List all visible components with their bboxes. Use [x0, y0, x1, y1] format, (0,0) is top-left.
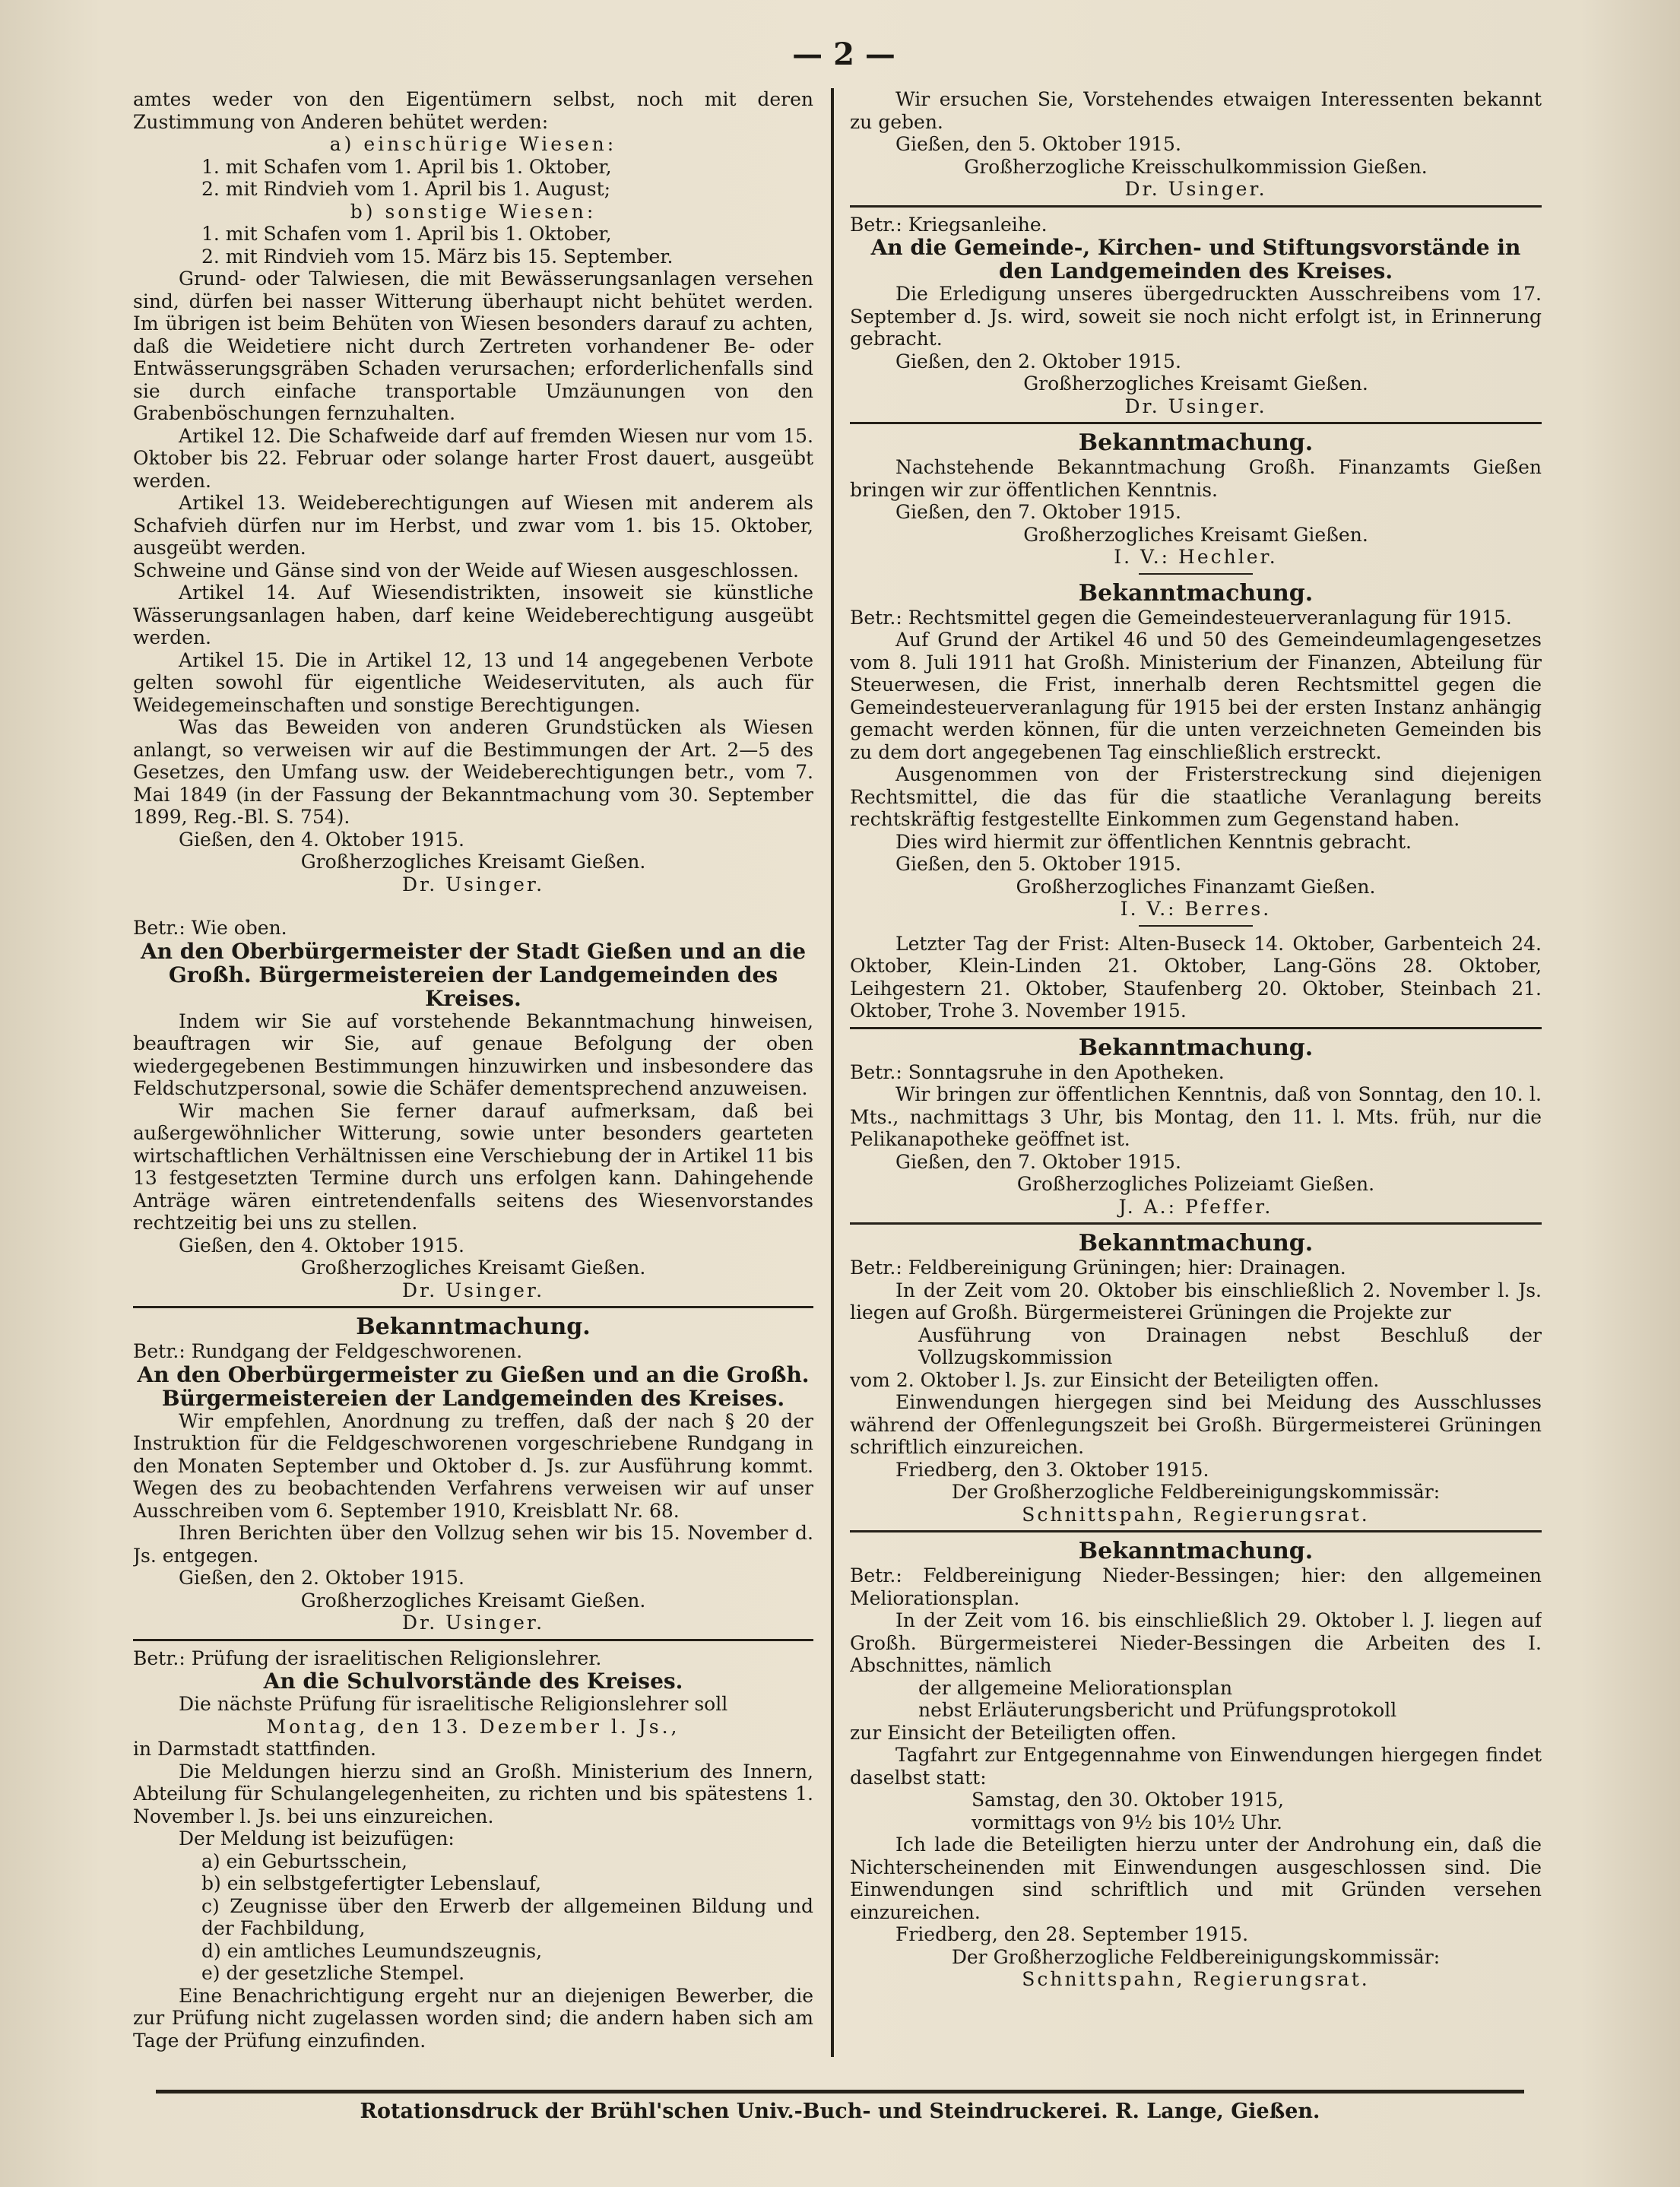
divider — [133, 1639, 813, 1641]
office-line: Großherzogliche Kreisschulkommission Gießen. — [964, 155, 1428, 178]
paragraph: Artikel 13. Weideberechtigungen auf Wiesen mit anderem als Schafvieh dürfen nur im Herbst, und zwar vom 1. bis 15. Oktober, ausgeübt werden. — [133, 492, 813, 559]
office-line: Großherzogliches Kreisamt Gießen. — [1023, 523, 1368, 546]
divider — [850, 422, 1542, 424]
office-line: Großherzogliches Kreisamt Gießen. — [1023, 372, 1368, 395]
signature-name: Dr. Usinger. — [1124, 178, 1267, 200]
list-heading: a) einschürige Wiesen: — [329, 133, 617, 155]
betreff-line: Betr.: Kriegsanleihe. — [850, 213, 1048, 236]
date-line: Gießen, den 2. Oktober 1915. — [895, 350, 1181, 372]
left-column — [133, 88, 813, 2052]
list-item: e) der gesetzliche Stempel. — [201, 1962, 465, 1984]
betreff-line: Betr.: Rundgang der Feldgeschworenen. — [133, 1340, 523, 1362]
paragraph: Eine Benachrichtigung ergeht nur an diejenigen Bewerber, die zur Prüfung nicht zugelassen worden sind; die andern haben sich am Tage der Prüfung einzufinden. — [133, 1984, 813, 2052]
paragraph: der allgemeine Meliorationsplan — [918, 1676, 1233, 1699]
list-item: 1. mit Schafen vom 1. April bis 1. Oktober, — [201, 223, 612, 245]
betreff-line: Betr.: Prüfung der israelitischen Religionslehrer. — [133, 1647, 602, 1669]
address-heading: An die Gemeinde-, Kirchen- und Stiftungsvorstände in den Landgemeinden des Kreises. — [870, 235, 1521, 284]
divider — [850, 205, 1542, 208]
paragraph: Wir empfehlen, Anordnung zu treffen, daß der nach § 20 der Instruktion für die Feldgeschworenen vorgeschriebene Rundgang in den Monaten September und Oktober d. Js. zur Ausführung kommt. Wegen des zu beobachtenden Verfahrens verweisen wir auf unser Ausschreiben vom 6. September 1910, Kreisblatt Nr. 68. — [133, 1409, 813, 1522]
divider — [850, 1530, 1542, 1532]
paragraph: Einwendungen hiergegen sind bei Meidung des Ausschlusses während der Offenlegungszeit bei Großh. Bürgermeisterei Grüningen schriftlich einzureichen. — [850, 1391, 1542, 1458]
signature-name: Schnittspahn, Regierungsrat. — [1022, 1968, 1370, 1990]
signature-name: J. A.: Pfeffer. — [1118, 1195, 1273, 1218]
divider — [133, 1306, 813, 1308]
betreff-line: Betr.: Sonntagsruhe in den Apotheken. — [850, 1060, 1225, 1083]
paragraph: Artikel 14. Auf Wiesendistrikten, insoweit sie künstliche Wässerungsanlagen haben, darf keine Weideberechtigung ausgeübt werden. — [133, 582, 813, 648]
signature-name: Dr. Usinger. — [401, 873, 545, 895]
signature-name: I. V.: Hechler. — [1114, 546, 1278, 568]
paragraph: In der Zeit vom 16. bis einschließlich 29. Oktober l. J. liegen auf Großh. Bürgermeisterei Nieder-Bessingen die Arbeiten des I. Abschnittes, nämlich — [850, 1609, 1542, 1676]
divider — [850, 1027, 1542, 1029]
paragraph: Ausgenommen von der Fristerstreckung sind diejenigen Rechtsmittel, die das für die staatliche Veranlagung bereits rechtskräftig festgestellte Einkommen zum Gegenstand haben. — [850, 763, 1542, 830]
page-number: — 2 — — [792, 36, 895, 72]
paragraph: Ihren Berichten über den Vollzug sehen wir bis 15. November d. Js. entgegen. — [133, 1522, 813, 1567]
paragraph: Tagfahrt zur Entgegennahme von Einwendungen hiergegen findet daselbst statt: — [850, 1744, 1542, 1789]
paragraph: Was das Beweiden von anderen Grundstücken als Wiesen anlangt, so verweisen wir auf die Bestimmungen der Art. 2—5 des Gesetzes, den Umfang usw. der Weideberechtigungen betr., vom 7. Mai 1849 (in der Fassung der Bekanntmachung vom 30. September 1899, Reg.-Bl. S. 754). — [133, 716, 813, 828]
betreff-line: Betr.: Feldbereinigung Nieder-Bessingen; hier: den allgemeinen Meliorationsplan. — [850, 1564, 1542, 1609]
notice-title: Bekanntmachung. — [1078, 429, 1314, 456]
date-line: Friedberg, den 3. Oktober 1915. — [895, 1458, 1209, 1481]
paragraph: Die nächste Prüfung für israelitische Religionslehrer soll — [179, 1693, 728, 1715]
paragraph: Ausführung von Drainagen nebst Beschluß der Vollzugskommission — [918, 1323, 1542, 1368]
date-line: Gießen, den 5. Oktober 1915. — [895, 133, 1181, 155]
list-item: c) Zeugnisse über den Erwerb der allgemeinen Bildung und der Fachbildung, — [201, 1894, 813, 1939]
paragraph: Wir ersuchen Sie, Vorstehendes etwaigen Interessenten bekannt zu geben. — [850, 88, 1542, 133]
paragraph: Schweine und Gänse sind von der Weide auf Wiesen ausgeschlossen. — [133, 559, 799, 582]
notice-title: Bekanntmachung. — [356, 1314, 591, 1340]
paragraph: nebst Erläuterungsbericht und Prüfungsprotokoll — [918, 1699, 1397, 1721]
paragraph: in Darmstadt stattfinden. — [133, 1738, 376, 1760]
divider — [1139, 573, 1253, 575]
paragraph: Die Erledigung unseres übergedruckten Ausschreibens vom 17. September d. Js. wird, soweit sie noch nicht erfolgt ist, in Erinnerung gebracht. — [850, 283, 1542, 350]
column-divider — [831, 88, 834, 2057]
signature-name: Schnittspahn, Regierungsrat. — [1022, 1503, 1370, 1526]
betreff-line: Betr.: Wie oben. — [133, 917, 287, 939]
date-line: Gießen, den 7. Oktober 1915. — [895, 501, 1181, 523]
notice-title: Bekanntmachung. — [1078, 1034, 1314, 1061]
notice-title: Bekanntmachung. — [1078, 1538, 1314, 1564]
list-heading: b) sonstige Wiesen: — [350, 200, 597, 223]
spacer — [133, 895, 813, 917]
paragraph: Grund- oder Talwiesen, die mit Bewässerungsanlagen versehen sind, dürfen bei nasser Witterung überhaupt nicht behütet werden. Im übrigen ist beim Behüten von Wiesen besonders darauf zu achten, daß die Weidetiere nicht durch Zertreten vorhandener Be- oder Entwässerungsgräben Schaden verursachen; erforderlichenfalls sind sie durch einfache transportable Umzäunungen von den Grabenböschungen fernzuhalten. — [133, 268, 813, 424]
paragraph: Samstag, den 30. Oktober 1915, — [972, 1789, 1284, 1811]
address-heading: An den Oberbürgermeister zu Gießen und an die Großh. Bürgermeistereien der Landgemeinden des Kreises. — [137, 1361, 810, 1411]
address-heading: An die Schulvorstände des Kreises. — [263, 1669, 683, 1694]
paragraph: Die Meldungen hierzu sind an Großh. Ministerium des Innern, Abteilung für Schulangelegenheiten, zu richten und bis spätestens 1. November l. Js. bei uns einzureichen. — [133, 1760, 813, 1827]
paragraph: Dies wird hiermit zur öffentlichen Kenntnis gebracht. — [895, 830, 1412, 853]
paragraph: In der Zeit vom 20. Oktober bis einschließlich 2. November l. Js. liegen auf Großh. Bürgermeisterei Grüningen die Projekte zur — [850, 1279, 1542, 1323]
paragraph: Indem wir Sie auf vorstehende Bekanntmachung hinweisen, beauftragen wir Sie, auf genaue Befolgung der oben wiedergegebenen Bestimmungen hinzuwirken und insbesondere das Feldschutzpersonal, sowie die Schäfer dementsprechend anzuweisen. — [133, 1010, 813, 1099]
paragraph: Artikel 15. Die in Artikel 12, 13 und 14 angegebenen Verbote gelten sowohl für eigentliche Weideservituten, als auch für Weidegemeinschaften und sonstige Berechtigungen. — [133, 648, 813, 716]
office-line: Großherzogliches Polizeiamt Gießen. — [1016, 1173, 1375, 1195]
paragraph: Auf Grund der Artikel 46 und 50 des Gemeindeumlagengesetzes vom 8. Juli 1911 hat Großh. Ministerium der Finanzen, Abteilung für Steuerwesen, die Frist, innerhalb deren Rechtsmittel gegen die Gemeindesteuerveranlagung für 1915 bei der ersten Instanz anhängig gemacht werden können, für die unten verzeichneten Gemeinden bis zu dem dort angegebenen Tag einschließlich erstreckt. — [850, 629, 1542, 763]
signature-name: Dr. Usinger. — [1124, 395, 1267, 417]
date-line: Gießen, den 7. Oktober 1915. — [895, 1150, 1181, 1173]
signature-name: Dr. Usinger. — [401, 1612, 545, 1634]
notice-title: Bekanntmachung. — [1078, 1230, 1314, 1257]
signature-name: Dr. Usinger. — [401, 1279, 545, 1301]
date-line: Gießen, den 4. Oktober 1915. — [179, 828, 464, 851]
office-line: Großherzogliches Kreisamt Gießen. — [300, 1589, 646, 1612]
paragraph: vormittags von 9½ bis 10½ Uhr. — [972, 1811, 1282, 1834]
paragraph: Nachstehende Bekanntmachung Großh. Finanzamts Gießen bringen wir zur öffentlichen Kenntnis. — [850, 456, 1542, 501]
paragraph: Der Meldung ist beizufügen: — [179, 1827, 455, 1849]
list-item: a) ein Geburtsschein, — [201, 1849, 407, 1872]
signature-name: I. V.: Berres. — [1120, 898, 1272, 920]
deadline-paragraph: Letzter Tag der Frist: Alten-Buseck 14. Oktober, Garbenteich 24. Oktober, Klein-Linden 21. Oktober, Lang-Göns 28. Oktober, Leihgestern 21. Oktober, Staufenberg 20. Oktober, Steinbach 21. Oktober, Trohe 3. November 1915. — [850, 932, 1542, 1022]
list-item: 2. mit Rindvieh vom 1. April bis 1. August; — [201, 178, 611, 200]
office-line: Der Großherzogliche Feldbereinigungskommissär: — [951, 1481, 1441, 1503]
divider — [1139, 925, 1253, 927]
paragraph: vom 2. Oktober l. Js. zur Einsicht der Beteiligten offen. — [850, 1368, 1380, 1391]
address-heading: An den Oberbürgermeister der Stadt Gießen und an die Großh. Bürgermeistereien der Landgemeinden des Kreises. — [140, 938, 807, 1011]
list-item: 2. mit Rindvieh vom 15. März bis 15. September. — [201, 245, 674, 268]
date-line: Friedberg, den 28. September 1915. — [895, 1923, 1249, 1945]
paragraph: zur Einsicht der Beteiligten offen. — [850, 1721, 1177, 1744]
date-line: Gießen, den 4. Oktober 1915. — [179, 1234, 464, 1257]
paragraph: Wir machen Sie ferner darauf aufmerksam, daß bei außergewöhnlicher Witterung, sowie unter besonders gearteten wirtschaftlichen Verhältnissen eine Verschiebung der in Artikel 11 bis 13 festgesetzten Termine durch uns erfolgen kann. Dahingehende Anträge wären eintretendenfalls seitens des Wiesenvorstandes rechtzeitig bei uns zu stellen. — [133, 1099, 813, 1234]
office-line: Großherzogliches Finanzamt Gießen. — [1016, 875, 1376, 898]
date-line: Gießen, den 2. Oktober 1915. — [179, 1567, 464, 1589]
list-item: b) ein selbstgefertigter Lebenslauf, — [201, 1872, 542, 1894]
notice-title: Bekanntmachung. — [1078, 579, 1314, 607]
paragraph: amtes weder von den Eigentümern selbst, noch mit deren Zustimmung von Anderen behütet werden: — [133, 88, 813, 133]
bottom-rule — [156, 2090, 1524, 2093]
printer-imprint: Rotationsdruck der Brühl'schen Univ.-Buch- und Steindruckerei. R. Lange, Gießen. — [360, 2100, 1320, 2123]
paragraph: Wir bringen zur öffentlichen Kenntnis, daß von Sonntag, den 10. l. Mts., nachmittags 3 Uhr, bis Montag, den 11. l. Mts. früh, nur die Pelikanapotheke geöffnet ist. — [850, 1083, 1542, 1150]
betreff-line: Betr.: Feldbereinigung Grüningen; hier: Drainagen. — [850, 1257, 1346, 1279]
office-line: Großherzogliches Kreisamt Gießen. — [300, 1257, 646, 1279]
list-item: d) ein amtliches Leumundszeugnis, — [201, 1939, 543, 1962]
office-line: Der Großherzogliche Feldbereinigungskommissär: — [951, 1945, 1441, 1968]
divider — [850, 1222, 1542, 1225]
right-column — [850, 88, 1542, 2052]
paragraph: Artikel 12. Die Schafweide darf auf fremden Wiesen nur vom 15. Oktober bis 22. Februar oder solange harter Frost dauert, ausgeübt werden. — [133, 424, 813, 492]
betreff-line: Betr.: Rechtsmittel gegen die Gemeindesteuerveranlagung für 1915. — [850, 606, 1512, 629]
list-item: 1. mit Schafen vom 1. April bis 1. Oktober, — [201, 155, 612, 178]
exam-date: Montag, den 13. Dezember l. Js., — [266, 1715, 680, 1738]
date-line: Gießen, den 5. Oktober 1915. — [895, 853, 1181, 875]
office-line: Großherzogliches Kreisamt Gießen. — [300, 851, 646, 873]
paragraph: Ich lade die Beteiligten hierzu unter der Androhung ein, daß die Nichterscheinenden mit Einwendungen ausgeschlossen sind. Die Einwendungen sind schriftlich und mit Gründen versehen einzureichen. — [850, 1834, 1542, 1923]
